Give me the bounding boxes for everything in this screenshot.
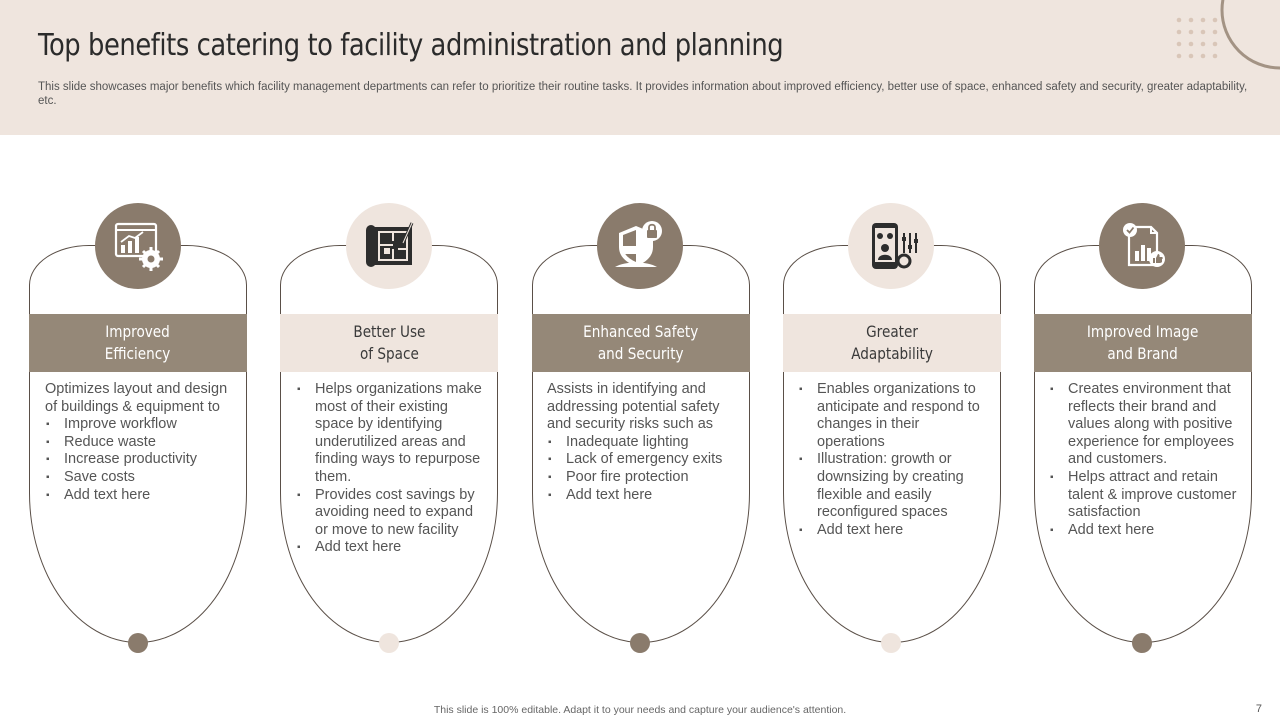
card-bottom-dot bbox=[1132, 633, 1152, 653]
list-item: ▪ Lack of emergency exits bbox=[547, 451, 737, 469]
card-title: Improved Efficiency bbox=[105, 322, 171, 363]
card-bottom-dot bbox=[128, 633, 148, 653]
certificate-thumbs-up-icon bbox=[1099, 203, 1185, 289]
bullet-list bbox=[296, 381, 486, 557]
page-number: 7 bbox=[1255, 703, 1262, 715]
card-intro: Optimizes layout and design of buildings & equipment to bbox=[45, 381, 228, 415]
shield-lock-icon bbox=[597, 203, 683, 289]
card-body bbox=[45, 381, 235, 504]
page-subtitle: This slide showcases major benefits which facility management departments can refer to prioritize their routine tasks. It provides information about improved efficiency, better use of space, enhanced safety and security, greater adaptability, etc. bbox=[38, 81, 1248, 107]
card-title-band bbox=[532, 314, 750, 372]
bullet-list bbox=[547, 434, 737, 504]
page-title: Top benefits catering to facility administration and planning bbox=[38, 28, 784, 63]
list-item: ▪ Inadequate lighting bbox=[547, 434, 737, 452]
list-item: ▪ Increase productivity bbox=[45, 451, 235, 469]
card-bottom-dot bbox=[881, 633, 901, 653]
card-intro: Assists in identifying and addressing potential safety and security risks such as bbox=[547, 381, 720, 433]
blueprint-icon bbox=[346, 203, 432, 289]
card-title: Improved Image and Brand bbox=[1087, 322, 1199, 363]
list-item: ▪ Add text here bbox=[296, 539, 486, 557]
list-item: ▪ Save costs bbox=[45, 469, 235, 487]
list-item: ▪ Poor fire protection bbox=[547, 469, 737, 487]
bullet-list bbox=[1049, 381, 1239, 539]
list-item: ▪ Add text here bbox=[1049, 522, 1239, 540]
card-title-band bbox=[1034, 314, 1252, 372]
card-title: Better Use of Space bbox=[352, 322, 426, 363]
phone-settings-icon bbox=[848, 203, 934, 289]
list-item: ▪ Helps organizations make most of their existing space by identifying underutilized areas and finding ways to repurpose them. bbox=[296, 381, 486, 487]
list-item: ▪ Provides cost savings by avoiding need to expand or move to new facility bbox=[296, 487, 486, 540]
card-title: Greater Adaptability bbox=[851, 322, 933, 363]
card-body bbox=[296, 381, 486, 557]
list-item: ▪ Add text here bbox=[45, 487, 235, 505]
list-item: ▪ Reduce waste bbox=[45, 434, 235, 452]
bullet-list bbox=[45, 416, 235, 504]
list-item: ▪ Add text here bbox=[798, 522, 988, 540]
card-title: Enhanced Safety and Security bbox=[583, 322, 699, 363]
footer-note: This slide is 100% editable. Adapt it to your needs and capture your audience's attention. bbox=[433, 704, 847, 716]
chart-gear-icon bbox=[95, 203, 181, 289]
card-body bbox=[547, 381, 737, 504]
list-item: ▪ Add text here bbox=[547, 487, 737, 505]
card-bottom-dot bbox=[630, 633, 650, 653]
list-item: ▪ Improve workflow bbox=[45, 416, 235, 434]
list-item: ▪ Helps attract and retain talent & improve customer satisfaction bbox=[1049, 469, 1239, 522]
card-body bbox=[798, 381, 988, 539]
bullet-list bbox=[798, 381, 988, 539]
card-body bbox=[1049, 381, 1239, 539]
card-title-band bbox=[280, 314, 498, 372]
card-title-band bbox=[783, 314, 1001, 372]
card-title-band bbox=[29, 314, 247, 372]
list-item: ▪ Illustration: growth or downsizing by creating flexible and easily reconfigured spaces bbox=[798, 451, 988, 521]
list-item: ▪ Enables organizations to anticipate and respond to changes in their operations bbox=[798, 381, 988, 451]
list-item: ▪ Creates environment that reflects their brand and values along with positive experience for employees and customers. bbox=[1049, 381, 1239, 469]
card-bottom-dot bbox=[379, 633, 399, 653]
